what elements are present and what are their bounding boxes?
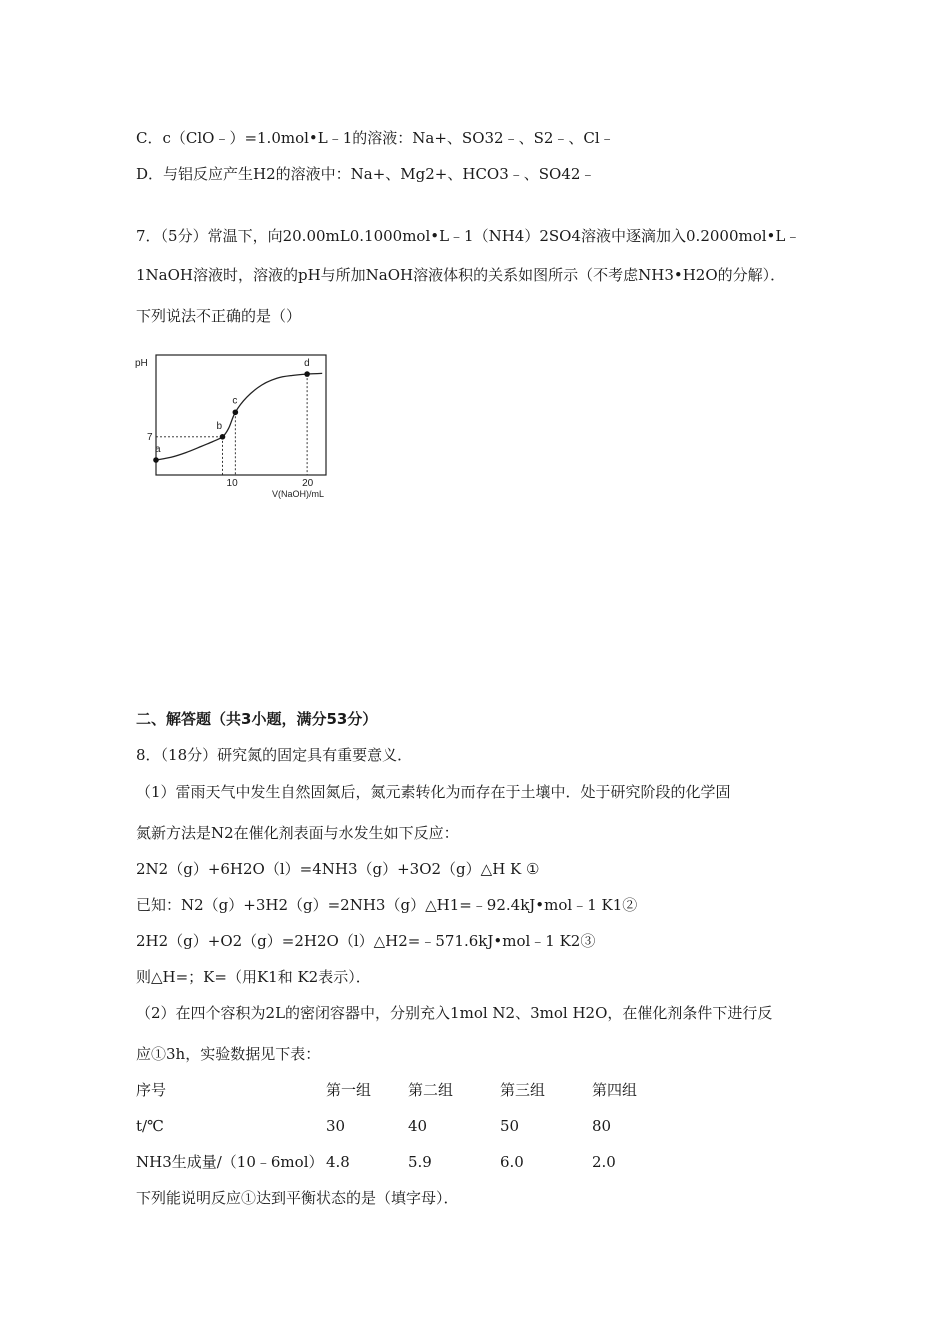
equation-3: 2H2（g）+O2（g）=2H2O（l）△H2=﹣571.6kJ•mol﹣1 K2③ <box>136 932 596 950</box>
question-8-title: 8．（18分）研究氮的固定具有重要意义． <box>136 746 413 764</box>
point-label-c: c <box>232 395 238 407</box>
x-tick-label: 20 <box>302 478 314 489</box>
x-axis-label: V(NaOH)/mL <box>272 489 325 499</box>
table-header-cell: 第四组 <box>592 1081 638 1099</box>
point-label-a: a <box>155 444 161 455</box>
question-8-part1-line-1: （1）雷雨天气中发生自然固氮后，氮元素转化为而存在于土壤中．处于研究阶段的化学固 <box>136 783 731 801</box>
chart-frame <box>156 355 326 475</box>
question-7-line-1: 7．（5分）常温下，向20.00mL0.1000mol•L﹣1（NH4）2SO4溶液中逐滴加入0.2000mol•L﹣ <box>136 227 801 245</box>
y-axis-label: pH <box>135 358 148 369</box>
table-cell: 4.8 <box>326 1153 350 1171</box>
y-tick-label: 7 <box>147 431 153 443</box>
question-7-line-3: 下列说法不正确的是（） <box>136 307 302 325</box>
table-cell: 2.0 <box>592 1153 616 1171</box>
table-cell: 5.9 <box>408 1153 432 1171</box>
x-tick-label: 10 <box>226 478 238 489</box>
equation-2: 已知：N2（g）+3H2（g）=2NH3（g）△H1=﹣92.4kJ•mol﹣1 K1② <box>136 896 638 914</box>
question-8-part1-line-2: 氮新方法是N2在催化剂表面与水发生如下反应： <box>136 824 459 842</box>
ph-curve <box>156 373 322 460</box>
data-point-a <box>153 457 159 463</box>
data-point-b <box>220 434 226 440</box>
ph-titration-chart <box>134 350 334 500</box>
question-8-part2-line-2: 应①3h，实验数据见下表： <box>136 1045 321 1063</box>
question-8-part2-line-1: （2）在四个容积为2L的密闭容器中，分别充入1mol N2、3mol H2O，在催化剂条件下进行反 <box>136 1004 773 1022</box>
table-cell: NH3生成量/（10﹣6mol） <box>136 1153 324 1171</box>
question-7-line-2: 1NaOH溶液时，溶液的pH与所加NaOH溶液体积的关系如图所示（不考虑NH3•H2O的分解）． <box>136 266 786 284</box>
data-point-d <box>304 371 310 377</box>
table-header-cell: 序号 <box>136 1081 167 1099</box>
point-label-b: b <box>216 420 223 432</box>
table-header-cell: 第一组 <box>326 1081 372 1099</box>
table-cell: 50 <box>500 1117 520 1135</box>
table-header-cell: 第二组 <box>408 1081 454 1099</box>
table-cell: 40 <box>408 1117 428 1135</box>
option-d-line: D．与铝反应产生H2的溶液中：Na+、Mg2+、HCO3﹣、SO42﹣ <box>136 165 596 183</box>
equation-4: 则△H=；K=（用K1和 K2表示）． <box>136 968 371 986</box>
table-header-cell: 第三组 <box>500 1081 546 1099</box>
data-point-c <box>233 409 239 415</box>
section-2-heading: 二、解答题（共3小题，满分53分） <box>136 710 378 728</box>
equation-1: 2N2（g）+6H2O（l）=4NH3（g）+3O2（g）△H K ① <box>136 860 540 878</box>
question-8-end-line: 下列能说明反应①达到平衡状态的是（填字母）． <box>136 1189 459 1207</box>
point-label-d: d <box>304 358 310 370</box>
table-cell: 30 <box>326 1117 346 1135</box>
table-cell: 80 <box>592 1117 612 1135</box>
table-cell: 6.0 <box>500 1153 524 1171</box>
experiment-table <box>136 1080 696 1180</box>
table-cell: t/℃ <box>136 1117 164 1135</box>
option-c-line: C．c（ClO﹣）=1.0mol•L﹣1的溶液：Na+、SO32﹣、S2﹣、Cl﹣ <box>136 129 615 147</box>
